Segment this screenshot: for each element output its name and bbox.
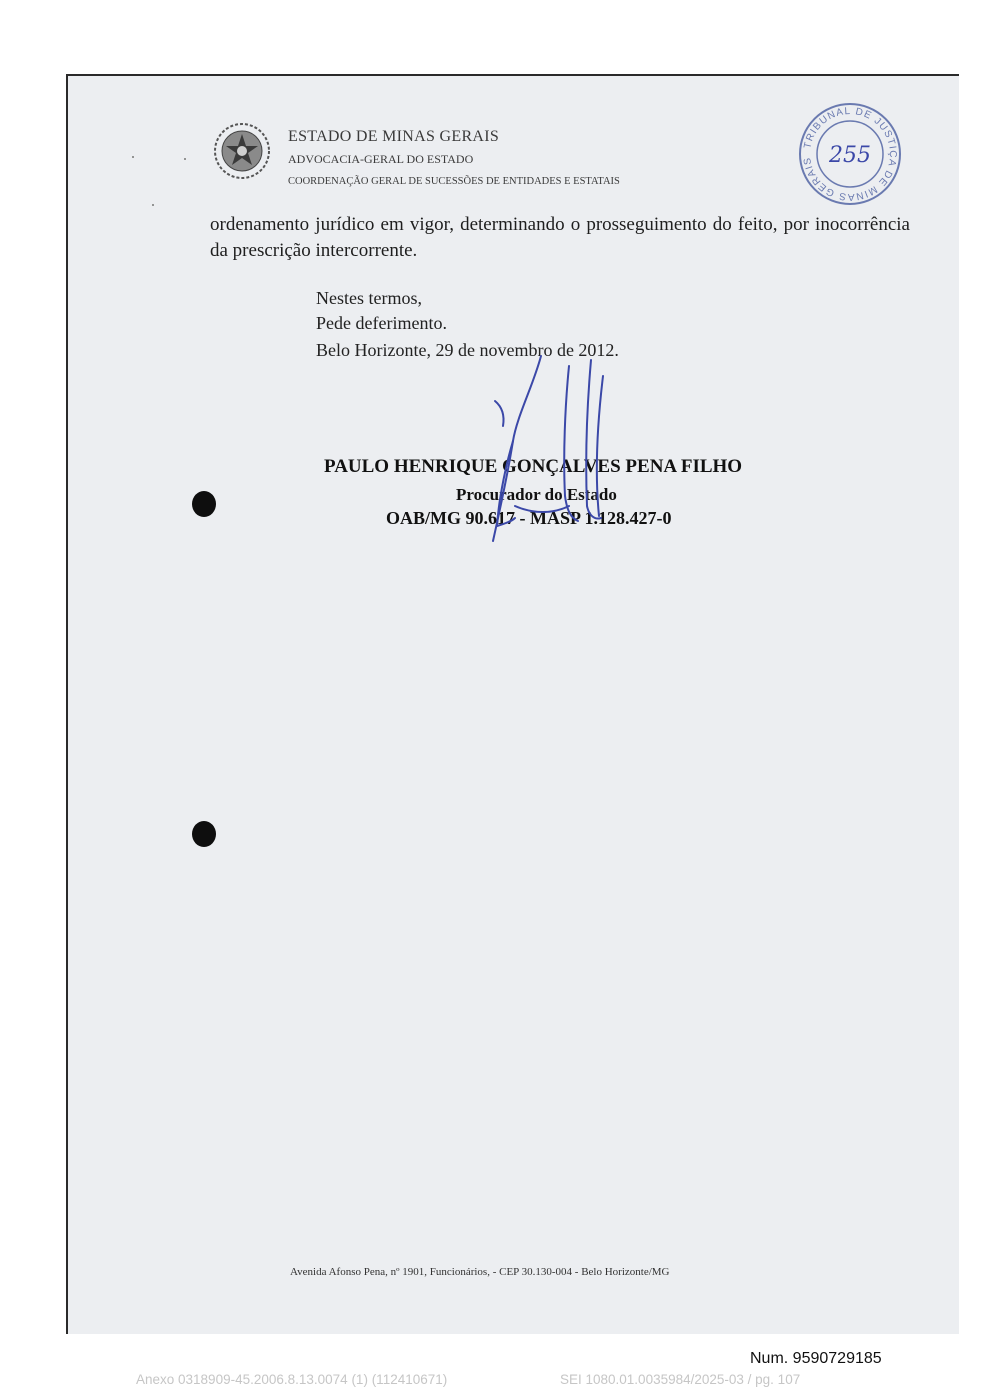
closing-date-line: Belo Horizonte, 29 de novembro de 2012. [316,340,619,360]
punch-hole-bottom [192,821,216,847]
speck [152,204,154,206]
speck [184,158,186,160]
handwritten-signature [473,346,623,546]
header-department: COORDENAÇÃO GERAL DE SUCESSÕES DE ENTIDADES E ESTATAIS [288,176,620,187]
speck [132,156,134,158]
seal-text: TRIBUNAL DE JUSTIÇA DE MINAS GERAIS [801,105,899,203]
closing-line-2: Pede deferimento. [316,313,447,333]
punch-hole-top [192,491,216,517]
court-seal-stamp [796,100,904,208]
seal-page-number: 255 [829,143,871,168]
header-agency: ADVOCACIA-GERAL DO ESTADO [288,152,474,166]
signer-title: Procurador do Estado [456,485,617,504]
closing-line-1: Nestes termos, [316,288,422,308]
body-paragraph: ordenamento jurídico em vigor, determinando o prosseguimento do feito, por inocorrência da prescrição intercorrente. [210,214,910,261]
header-state: ESTADO DE MINAS GERAIS [288,128,500,145]
document-page [66,74,959,1334]
document-number: Num. 9590729185 [750,1350,882,1367]
annex-reference: Anexo 0318909-45.2006.8.13.0074 (1) (112410671) [136,1372,448,1387]
footer-address: Avenida Afonso Pena, nº 1901, Funcionários, - CEP 30.130-004 - Belo Horizonte/MG [290,1266,670,1278]
sei-reference: SEI 1080.01.0035984/2025-03 / pg. 107 [560,1372,801,1387]
signer-name: PAULO HENRIQUE GONÇALVES PENA FILHO [324,456,743,477]
signer-registration: OAB/MG 90.617 - MASP 1.128.427-0 [386,508,672,528]
state-coat-of-arms-icon [212,120,272,182]
